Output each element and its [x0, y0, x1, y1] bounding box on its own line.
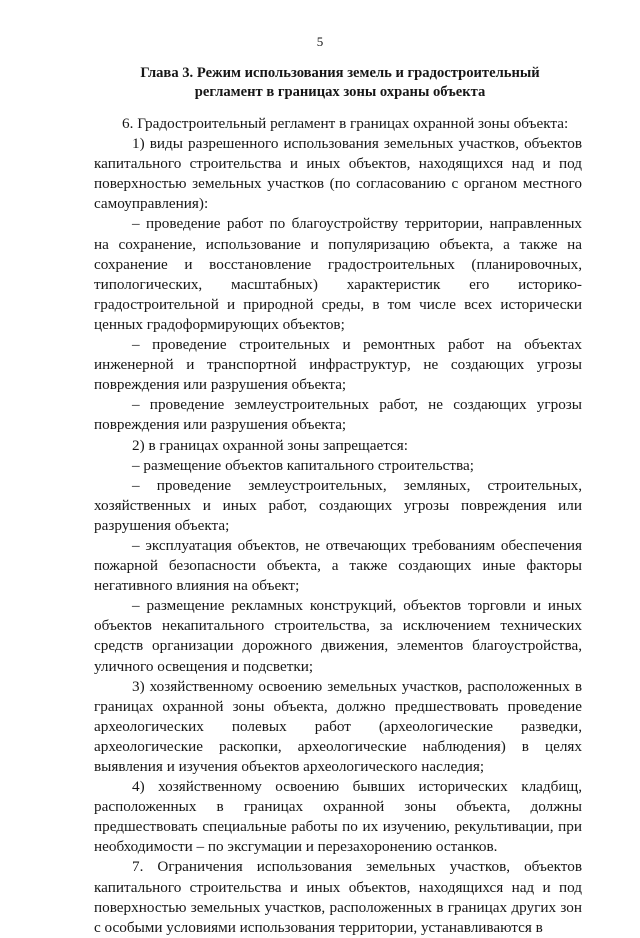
- chapter-title: [100, 64, 580, 102]
- paragraph-permitted-uses: 1) виды разрешенного использования земельных участков, объектов капитального строительства и иных объектов, находящихся над и под поверхностью земельных участков (по согласованию с органом местного самоуправления):: [94, 135, 582, 213]
- paragraph-landscaping-works: – проведение работ по благоустройству территории, направленных на сохранение, использование и популяризацию объекта, а также на сохранение и восстановление градостроительных (планировочных, типологических, масштабных) характеристик его историко-градостроительной и природной среды, в том числе всех исторически ценных градоформирующих объектов;: [94, 215, 582, 333]
- paragraph-prohibited-construction: – размещение объектов капитального строительства;: [132, 456, 474, 474]
- paragraph-archaeological-works: 3) хозяйственному освоению земельных участков, расположенных в границах охранной зоны объекта, должно предшествовать проведение археологических полевых работ (археологические разведки, археологические раскопки, археологические наблюдения) в целях выявления и изучения объектов археологического наследия;: [94, 677, 582, 775]
- paragraph-prohibited-advertising: – размещение рекламных конструкций, объектов торговли и иных объектов некапитального строительства, за исключением технических средств организации дорожного движения, элементов благоустройства, уличного освещения и подсветки;: [94, 597, 582, 675]
- paragraph-infrastructure-works: – проведение строительных и ремонтных работ на объектах инженерной и транспортной инфраструктур, не создающих угрозы повреждения или разрушения объекта;: [94, 336, 582, 394]
- chapter-title-line-1: Глава 3. Режим использования земель и градостроительный: [140, 65, 540, 81]
- paragraph-6-intro: 6. Градостроительный регламент в границах охранной зоны объекта:: [122, 115, 569, 132]
- paragraph-prohibited-fire-safety: – эксплуатация объектов, не отвечающих требованиям обеспечения пожарной безопасности объекта, а также создающих иные факторы негативного влияния на объект;: [94, 536, 582, 595]
- paragraph-prohibited-works: – проведение землеустроительных, земляных, строительных, хозяйственных и иных работ, создающих угрозы повреждения или разрушения объекта;: [94, 476, 582, 534]
- paragraph-7-restrictions: 7. Ограничения использования земельных участков, объектов капитального строительства и иных объектов, находящихся над и под поверхностью земельных участков, расположенных в границах других зон с особыми условиями использования территории, устанавливаются в: [94, 858, 582, 936]
- paragraph-historic-cemeteries: 4) хозяйственному освоению бывших исторических кладбищ, расположенных в границах охранной зоны объекта, должны предшествовать специальные работы по их изучению, рекультивации, при необходимости – по эксгумации и перезахоронению останков.: [94, 778, 582, 856]
- document-body: [94, 114, 582, 938]
- paragraph-land-survey-works: – проведение землеустроительных работ, не создающих угрозы повреждения или разрушения объекта;: [94, 396, 582, 434]
- paragraph-prohibited-intro: 2) в границах охранной зоны запрещается:: [132, 436, 408, 454]
- chapter-title-line-2: регламент в границах зоны охраны объекта: [194, 84, 486, 100]
- page-number: 5: [316, 34, 324, 49]
